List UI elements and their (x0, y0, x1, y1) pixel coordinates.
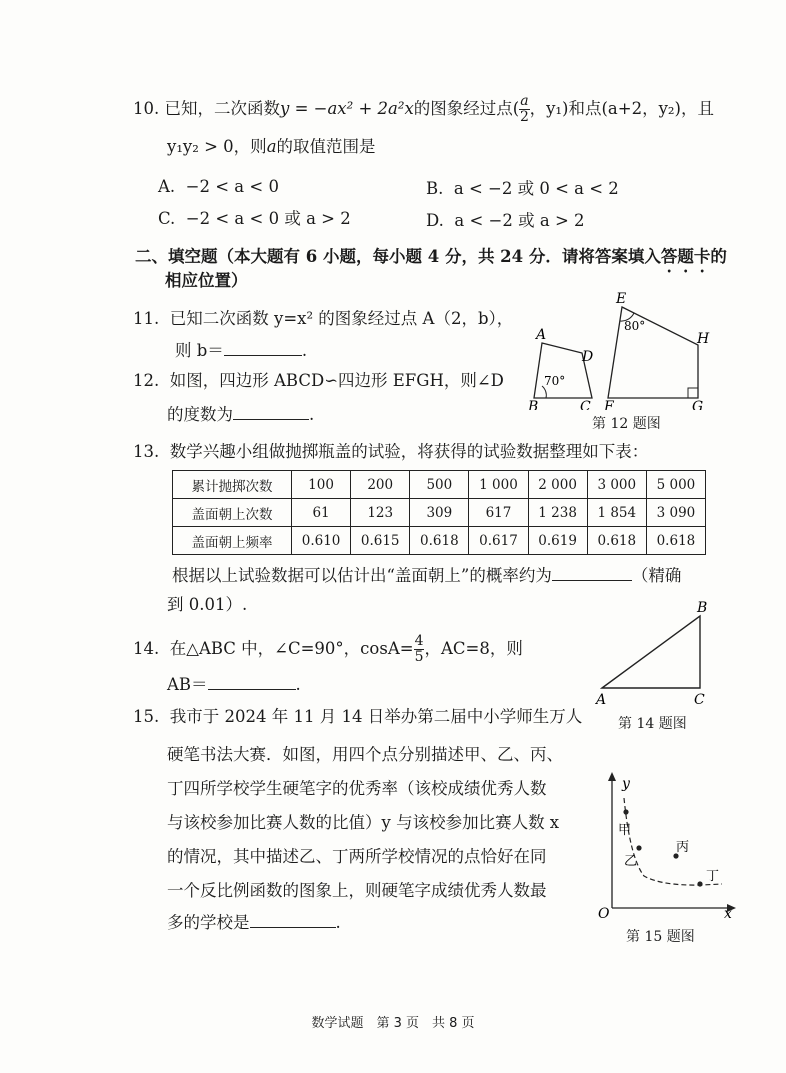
q13-line1: 13. 数学兴趣小组做抛掷瓶盖的试验，将获得的试验数据整理如下表： (133, 442, 649, 461)
section2-heading: 二、填空题（本大题有 6 小题，每小题 4 分，共 24 分．请将答案填入答题卡的 (135, 247, 727, 266)
figure-15-caption: 第 15 题图 (626, 929, 695, 945)
q14-fraction: $\frac{4}{5}$ (414, 633, 424, 665)
q10-option-d: D. a < −2 或 a > 2 (426, 211, 585, 230)
figure-12-caption: 第 12 题图 (592, 416, 661, 432)
q14-answer-blank (208, 675, 296, 690)
page-footer: 数学试题 第 3 页 共 8 页 (311, 1016, 475, 1031)
q10-line1: 10. 已知，二次函数y = −ax² + 2a²x的图象经过点( $\frac{a}{2}$ ，y₁)和点(a+2，y₂)，且 (133, 93, 714, 125)
label-jia: 甲 (618, 823, 632, 838)
y-axis-arrow (608, 772, 616, 781)
label-a: A (536, 327, 547, 343)
q15-line3: 丁四所学校学生硬笔字的优秀率（该校成绩优秀人数 (167, 779, 547, 798)
q13-line2: 根据以上试验数据可以估计出“盖面朝上”的概率约为 （精确 (172, 566, 682, 585)
label-x: x (724, 906, 732, 918)
q12-answer-blank (233, 405, 309, 420)
triangle-abc (602, 616, 700, 688)
q10-option-c: C. −2 < a < 0 或 a > 2 (158, 209, 351, 228)
q15-answer-blank (250, 913, 336, 928)
label-h: H (697, 331, 710, 347)
point-yi (636, 845, 641, 850)
label-b: B (697, 600, 708, 616)
label-e: E (616, 291, 627, 307)
label-y: y (622, 776, 630, 792)
figure-15 (592, 768, 742, 918)
q15-line6: 一个反比例函数的图象上，则硬笔字成绩优秀人数最 (167, 881, 547, 900)
label-c: C (694, 692, 705, 708)
q13-answer-blank (552, 566, 632, 581)
table-row: 盖面朝上次数 61 123 309 617 1 238 1 854 3 090 (173, 499, 706, 527)
q15-line7: 多的学校是 . (167, 913, 341, 932)
q15-line2: 硬笔书法大赛．如图，用四个点分别描述甲、乙、丙、 (167, 745, 563, 764)
section2-heading-line2: 相应位置） (165, 271, 248, 290)
q12-line1: 12. 如图，四边形 ABCD∽四边形 EFGH，则∠D (133, 371, 504, 390)
point-ding (697, 881, 702, 886)
q11-line2: 则 b＝ . (175, 341, 308, 360)
q10-fraction: $\frac{a}{2}$ (519, 93, 529, 125)
label-ding: 丁 (706, 869, 720, 884)
q11-line1: 11. 已知二次函数 y=x² 的图象经过点 A（2，b）， (133, 309, 514, 328)
q10-number: 10. (133, 99, 160, 118)
label-b: B (528, 399, 539, 410)
q14-line2: AB＝ . (167, 675, 301, 694)
figure-14-caption: 第 14 题图 (618, 716, 687, 732)
label-c: C (580, 399, 591, 410)
table-row: 累计抛掷次数 100 200 500 1 000 2 000 3 000 5 000 (173, 471, 706, 499)
q10-line2: y₁y₂ > 0，则a的取值范围是 (167, 137, 376, 156)
label-d: D (582, 349, 594, 365)
q15-line5: 的情况，其中描述乙、丁两所学校情况的点恰好在同 (167, 847, 547, 866)
label-bing: 丙 (676, 840, 690, 855)
angle-70: 70° (544, 374, 566, 388)
label-yi: 乙 (624, 854, 638, 869)
q15-line1: 15. 我市于 2024 年 11 月 14 日举办第二届中小学师生万人 (133, 707, 583, 726)
table-row: 盖面朝上频率 0.610 0.615 0.618 0.617 0.619 0.618 0.618 (173, 527, 706, 555)
label-f: F (604, 399, 614, 410)
figure-12 (520, 285, 720, 410)
q15-line4: 与该校参加比赛人数的比值）y 与该校参加比赛人数 x (167, 813, 560, 832)
q11-answer-blank (224, 341, 302, 356)
q10-option-b: B. a < −2 或 0 < a < 2 (426, 179, 619, 198)
label-g: G (692, 399, 704, 410)
q14-line1: 14. 在△ABC 中，∠C=90°，cosA= $\frac{4}{5}$ ，AC=8，则 (133, 633, 523, 665)
angle-80: 80° (624, 319, 646, 333)
q12-line2: 的度数为 . (167, 405, 315, 424)
point-jia (623, 809, 628, 814)
q10-option-a: A. −2 < a < 0 (158, 177, 279, 196)
trial-data-table (172, 470, 706, 555)
right-angle-g (688, 388, 698, 398)
label-o: O (598, 906, 610, 918)
figure-14 (590, 596, 720, 711)
q13-line3: 到 0.01）. (167, 595, 248, 614)
label-a: A (596, 692, 607, 708)
